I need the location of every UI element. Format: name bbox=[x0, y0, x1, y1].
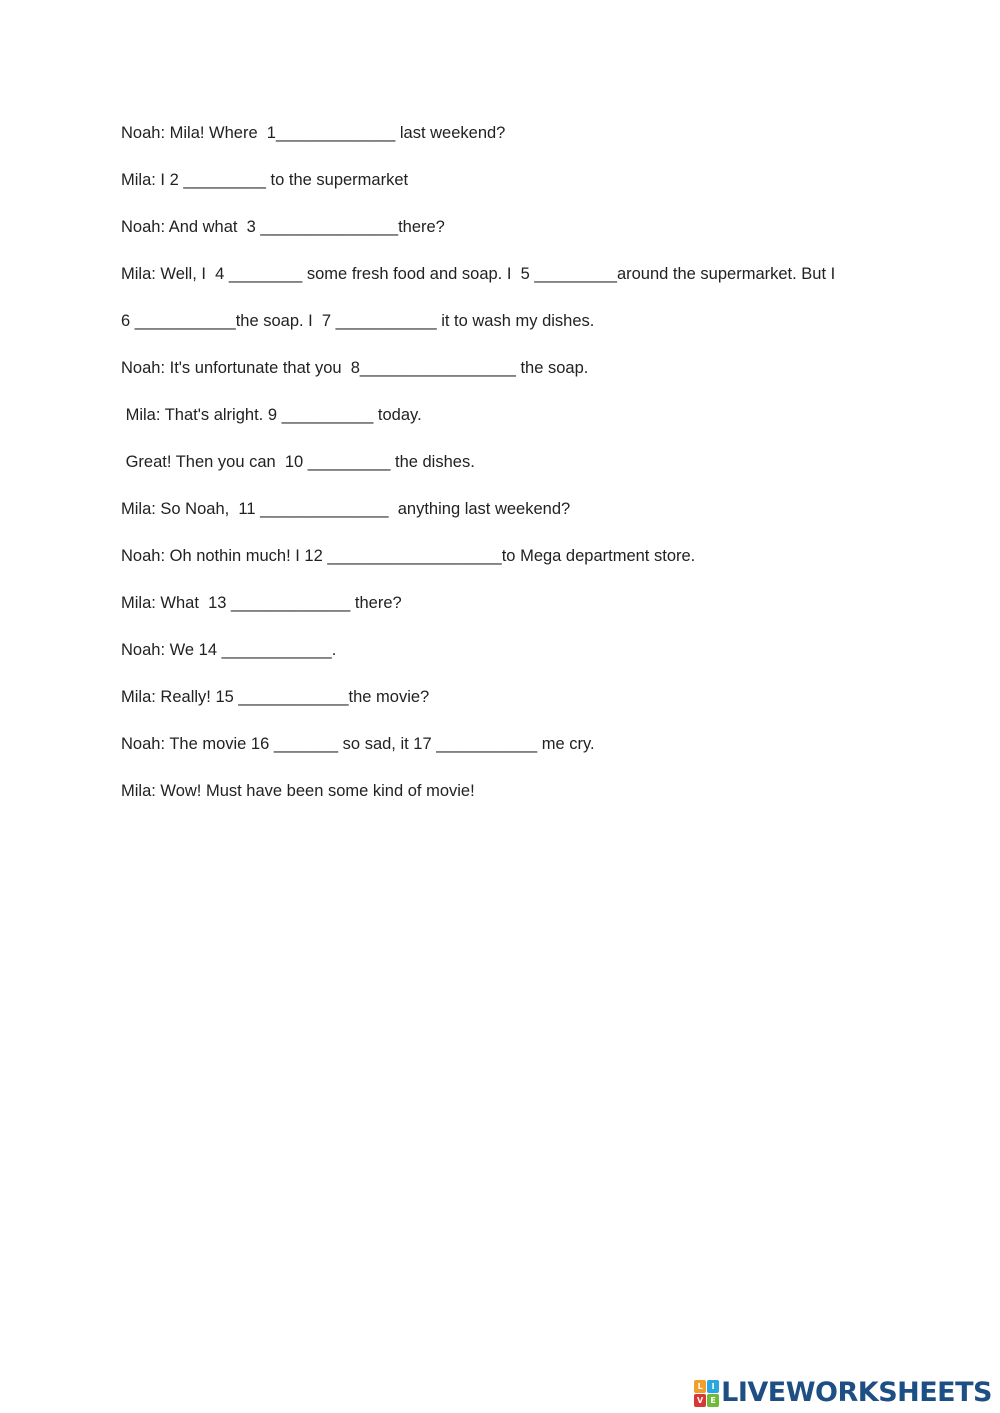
dialogue-line-14: Noah: The movie 16 _______ so sad, it 17 ___________ me cry. bbox=[121, 735, 595, 753]
dialogue-line-13: Mila: Really! 15 ____________the movie? bbox=[121, 688, 430, 706]
dialogue-line-5: 6 ___________the soap. I 7 ___________ it to wash my dishes. bbox=[121, 312, 595, 330]
logo-letter-v: V bbox=[694, 1394, 706, 1407]
dialogue-line-11: Mila: What 13 _____________ there? bbox=[121, 594, 402, 612]
worksheet-dialogue bbox=[121, 121, 881, 826]
dialogue-line-2: Mila: I 2 _________ to the supermarket bbox=[121, 171, 409, 189]
liveworksheets-brand bbox=[694, 1379, 992, 1407]
dialogue-line-15: Mila: Wow! Must have been some kind of movie! bbox=[121, 782, 475, 800]
dialogue-line-1: Noah: Mila! Where 1_____________ last weekend? bbox=[121, 124, 506, 142]
logo-letter-e: E bbox=[707, 1394, 719, 1407]
dialogue-line-12: Noah: We 14 ____________. bbox=[121, 641, 337, 659]
dialogue-line-9: Mila: So Noah, 11 ______________ anything last weekend? bbox=[121, 500, 571, 518]
brand-wordmark: LIVEWORKSHEETS bbox=[721, 1377, 992, 1408]
logo-letter-i: I bbox=[707, 1380, 719, 1393]
dialogue-line-8: Great! Then you can 10 _________ the dishes. bbox=[121, 453, 475, 471]
dialogue-line-3: Noah: And what 3 _______________there? bbox=[121, 218, 445, 236]
dialogue-line-7: Mila: That's alright. 9 __________ today. bbox=[121, 406, 422, 424]
dialogue-line-6: Noah: It's unfortunate that you 8_________________ the soap. bbox=[121, 359, 589, 377]
dialogue-line-10: Noah: Oh nothin much! I 12 ___________________to Mega department store. bbox=[121, 547, 696, 565]
logo-letter-l: L bbox=[694, 1380, 706, 1393]
liveworksheets-logo-icon bbox=[694, 1380, 718, 1406]
dialogue-line-4: Mila: Well, I 4 ________ some fresh food and soap. I 5 _________around the supermarket. But I bbox=[121, 265, 836, 283]
